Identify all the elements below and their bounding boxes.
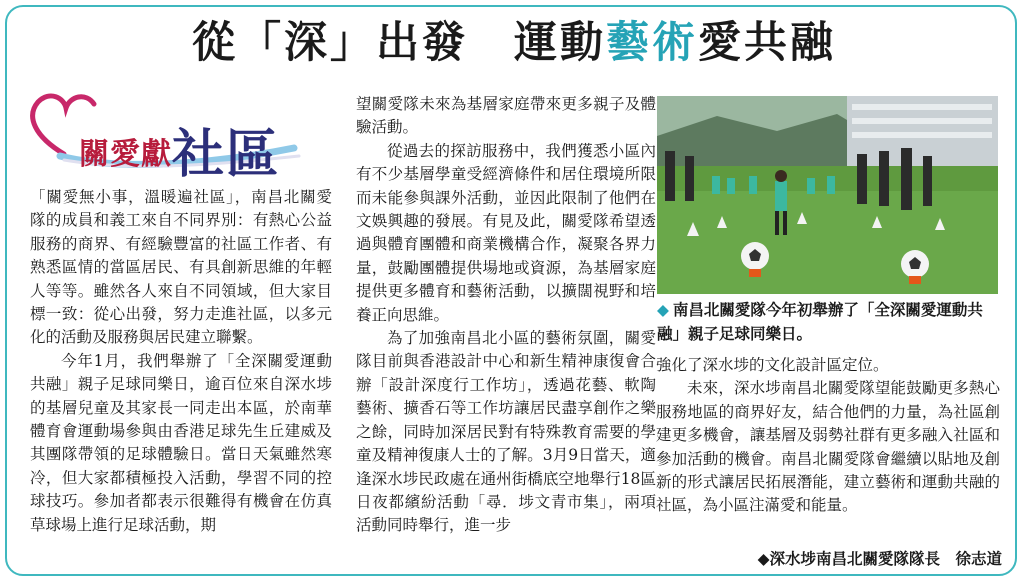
photo-caption	[657, 298, 1005, 346]
col2-paragraph-1: 望關愛隊未來為基層家庭帶來更多親子及體驗活動。	[356, 95, 656, 137]
author-byline: ◆深水埗南昌北關愛隊隊長 徐志道	[757, 550, 1002, 568]
logo-big-text: 社區	[172, 125, 281, 185]
logo-text	[79, 104, 281, 185]
title-part-1: 從「深」出發 運動	[192, 18, 606, 68]
caption-diamond-icon: ◆	[657, 301, 669, 319]
article-title	[0, 14, 1028, 72]
title-part-2: 愛共融	[698, 18, 836, 68]
col2-paragraph-2: 從過去的探訪服務中，我們獲悉小區內有不少基層學童受經濟條件和居住環境所限而未能參與課外活動，並因此限制了他們在文娛興趣的發展。有見及此，關愛隊希望透過與體育團體和商業機構合作，凝聚各界力量，鼓勵團體提供場地或資源，為基層家庭提供更多體育和藝術活動，以擴闊視野和培養正向思維。	[356, 141, 656, 324]
column-3	[656, 354, 1000, 518]
col1-paragraph-1: 「關愛無小事，溫暖遍社區」，南昌北關愛隊的成員和義工來自不同界別：有熱心公益服務的商界、有經驗豐富的社區工作者、有熟悉區情的當區居民、有具創新思維的年輕人等等。雖然各人來自不同領域，但大家目標一致：從心出發，努力走進社區，以多元化的活動及服務與居民建立聯繫。	[30, 188, 332, 347]
football-day-photo	[657, 96, 998, 294]
col3-paragraph-1: 強化了深水埗的文化設計區定位。	[656, 356, 889, 374]
title-accent: 藝術	[606, 18, 698, 68]
column-logo	[24, 86, 314, 185]
col1-paragraph-2: 今年1月，我們舉辦了「全深關愛運動共融」親子足球同樂日，逾百位來自深水埗的基層兒童及其家長一同走出本區，於南華體育會運動場參與由香港足球先生丘建威及其團隊帶領的足球體驗日。當日天氣雖然寒冷，但大家都積極投入活動，學習不同的控球技巧。參加者都表示很難得有機會在仿真草球場上進行足球活動，期	[30, 351, 332, 534]
col3-paragraph-2: 未來，深水埗南昌北關愛隊望能鼓勵更多熱心服務地區的商界好友，結合他們的力量，為社區創建更多機會，讓基層及弱勢社群有更多融入社區和參加活動的機會。南昌北關愛隊會繼續以貼地及創新的形式讓居民拓展潛能，建立藝術和運動共融的社區，為小區注滿愛和能量。	[656, 379, 1000, 515]
col2-paragraph-3: 為了加強南昌北小區的藝術氛圍，關愛隊目前與香港設計中心和新生精神康復會合辦「設計深度行工作坊」，透過花藝、軟陶藝術、擴香石等工作坊讓居民盡享創作之樂之餘，同時加深居民對有特殊教育需要的學童及精神復康人士的了解。3月9日當天，適逢深水埗民政處在通州街橋底空地舉行18區日夜都繽紛活動「尋．埗文青市集」，兩項活動同時舉行，進一步	[356, 329, 656, 535]
column-2	[356, 93, 656, 538]
photo-illustration	[657, 96, 998, 294]
column-1	[30, 186, 332, 537]
logo-small-text: 關愛獻	[79, 137, 172, 172]
caption-text: 南昌北關愛隊今年初舉辦了「全深關愛運動共融」親子足球同樂日。	[657, 301, 983, 343]
